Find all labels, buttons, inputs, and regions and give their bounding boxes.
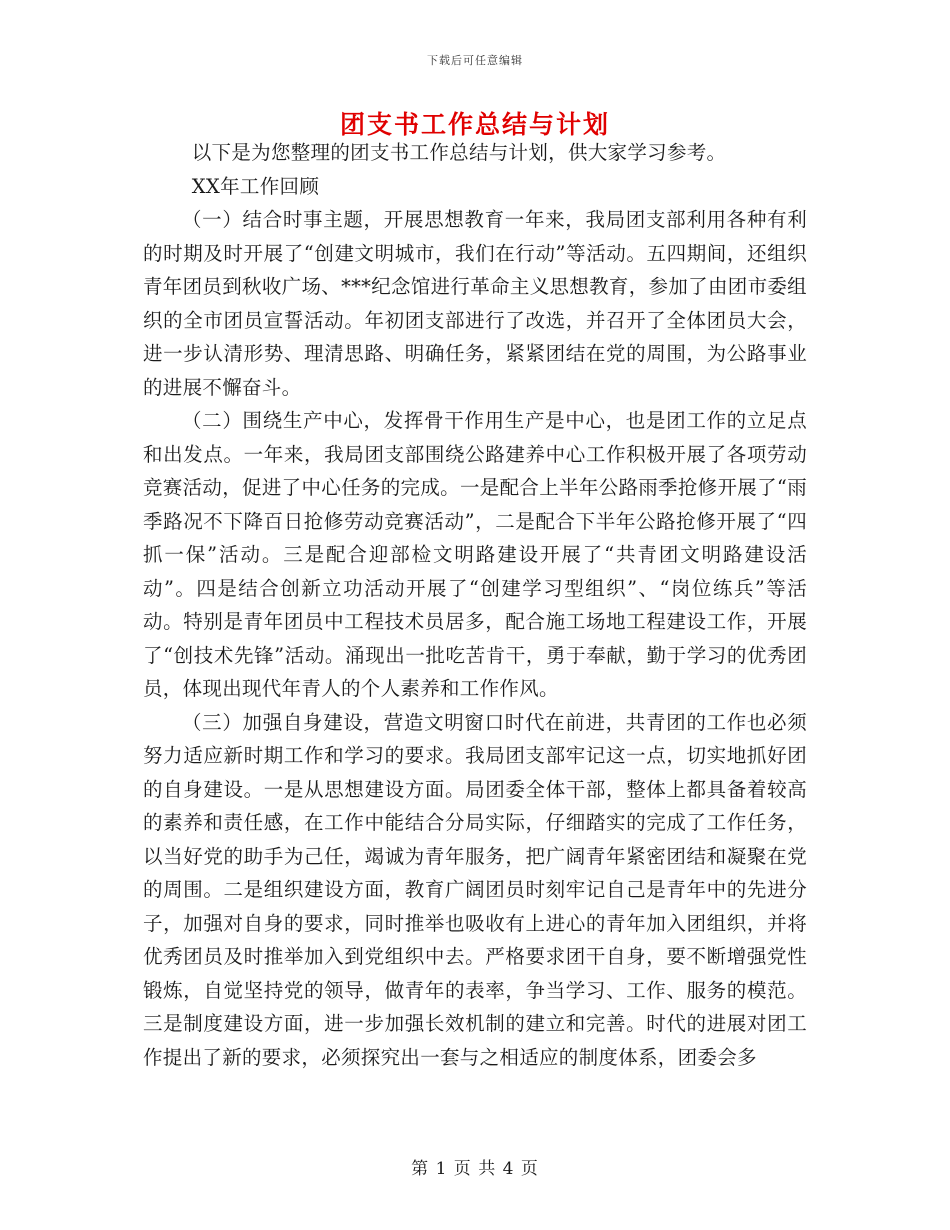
body-paragraph-3: （三）加强自身建设，营造文明窗口时代在前进，共青团的工作也必须努力适应新时期工作和学习的要求。我局团支部牢记这一点，切实地抓好团的自身建设。一是从思想建设方面。局团委全体干部，整体上都具备着较高的素养和责任感，在工作中能结合分局实际，仔细踏实的完成了工作任务，以当好党的助手为己任，竭诚为青年服务，把广阔青年紧密团结和凝聚在党的周围。二是组织建设方面，教育广阔团员时刻牢记自己是青年中的先进分子，加强对自身的要求，同时推举也吸收有上进心的青年加入团组织，并将优秀团员及时推举加入到党组织中去。严格要求团干自身，要不断增强党性锻炼，自觉坚持党的领导，做青年的表率，争当学习、工作、服务的模范。三是制度建设方面，进一步加强长效机制的建立和完善。时代的进展对团工作提出了新的要求，必须探究出一套与之相适应的制度体系，团委会多 (143, 710, 807, 1069)
section-heading: XX年工作回顾 (191, 174, 320, 198)
document-title: 团支书工作总结与计划 (339, 110, 610, 139)
body-paragraph-2: （二）围绕生产中心，发挥骨干作用生产是中心，也是团工作的立足点和出发点。一年来，我局团支部围绕公路建养中心工作积极开展了各项劳动竞赛活动，促进了中心任务的完成。一是配合上半年公路雨季抢修开展了“雨季路况不下降百日抢修劳动竞赛活动”，二是配合下半年公路抢修开展了“四抓一保”活动。三是配合迎部检文明路建设开展了“共青团文明路建设活动”。四是结合创新立功活动开展了“创建学习型组织”、“岗位练兵”等活动。特别是青年团员中工程技术员居多，配合施工场地工程建设工作，开展了“创技术先锋”活动。涌现出一批吃苦肯干，勇于奉献，勤于学习的优秀团员，体现出现代年青人的个人素养和工作作风。 (143, 409, 807, 700)
document-body (143, 136, 807, 1074)
body-paragraph-1: （一）结合时事主题，开展思想教育一年来，我局团支部利用各种有利的时期及时开展了“创建文明城市，我们在行动”等活动。五四期间，还组织青年团员到秋收广场、***纪念馆进行革命主义思想教育，参加了由团市委组织的全市团员宣誓活动。年初团支部进行了改选，并召开了全体团员大会，进一步认清形势、理清思路、明确任务，紧紧团结在党的周围，为公路事业的进展不懈奋斗。 (143, 208, 807, 399)
page-number: 第 1 页 共 4 页 (411, 1159, 539, 1179)
intro-paragraph: 以下是为您整理的团支书工作总结与计划，供大家学习参考。 (191, 141, 727, 164)
page-header: 下载后可任意编辑 (427, 54, 523, 67)
